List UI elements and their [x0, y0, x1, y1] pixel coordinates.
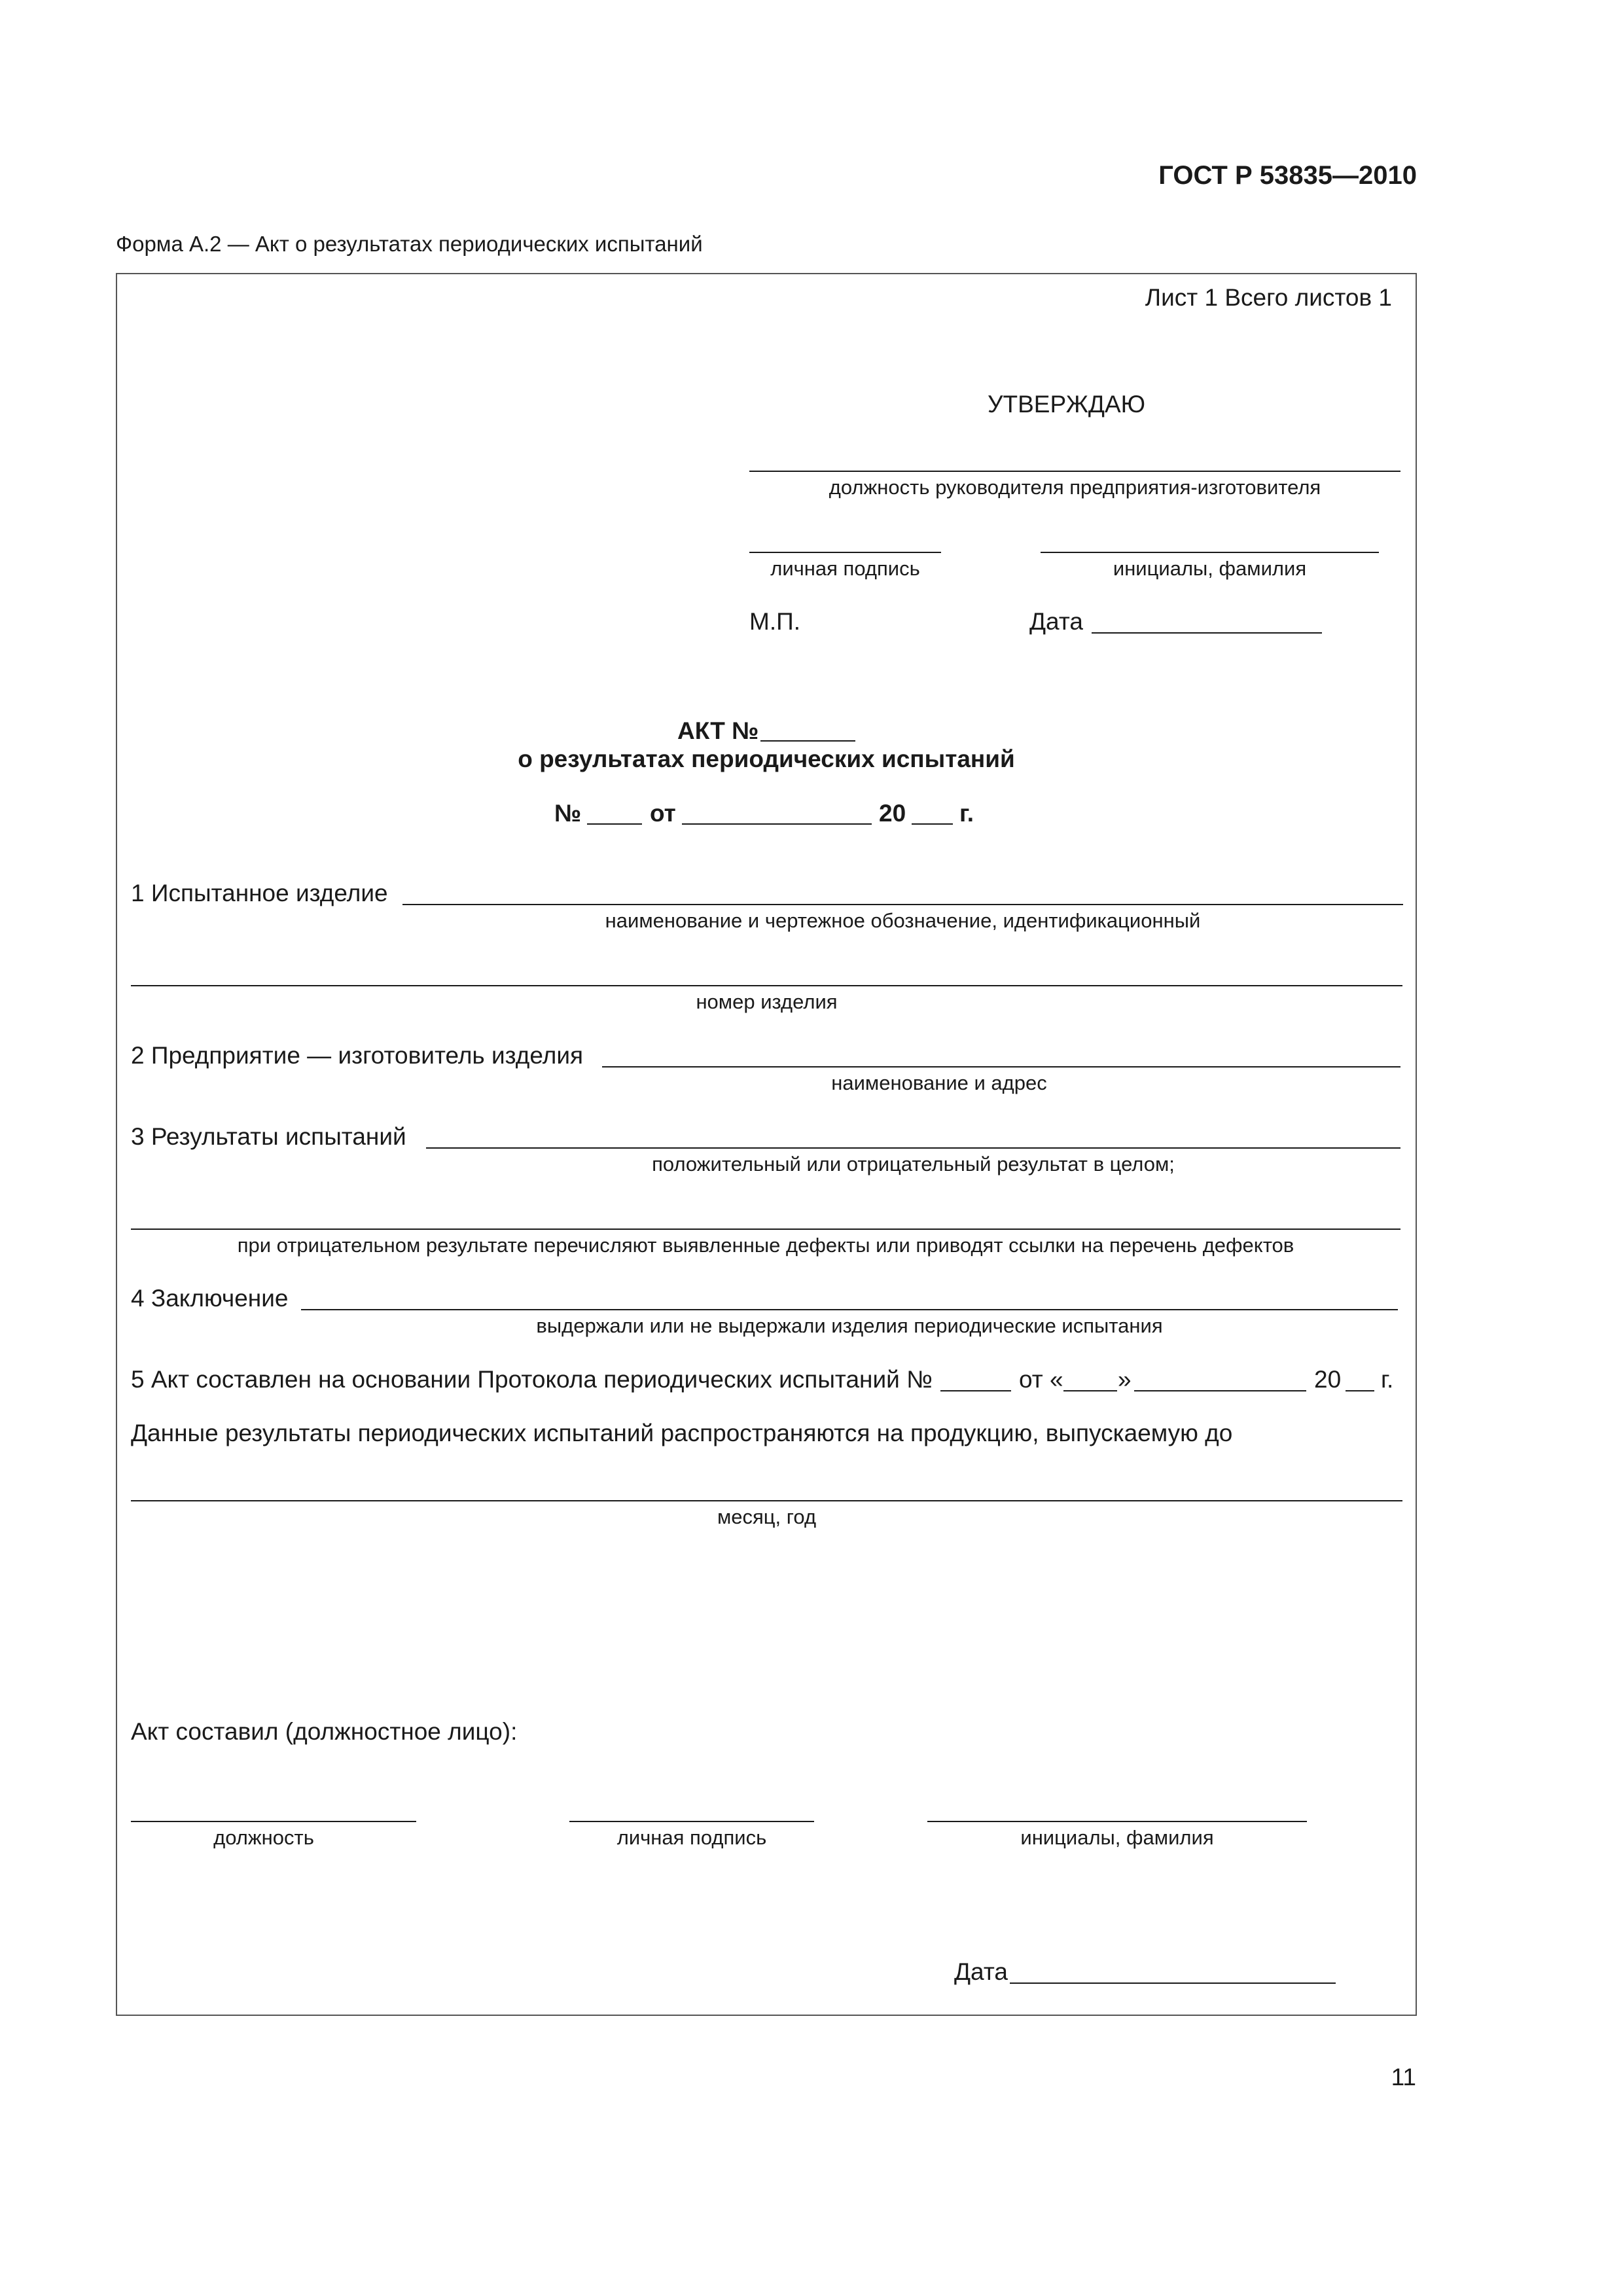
item3-line[interactable] [426, 1147, 1400, 1149]
item3-label: 3 Результаты испытаний [131, 1123, 406, 1150]
extent-text: Данные результаты периодических испытаний распространяются на продукцию, выпускаемую до [131, 1420, 1233, 1446]
item2-label: 2 Предприятие — изготовитель изделия [131, 1042, 584, 1069]
item5-day-line[interactable] [1063, 1390, 1117, 1391]
item1-label: 1 Испытанное изделие [131, 880, 388, 906]
item5-quote: » [1118, 1366, 1132, 1393]
item5-year-line[interactable] [1346, 1390, 1374, 1391]
approval-date-label: Дата [1029, 608, 1083, 635]
sheet-count: Лист 1 Всего листов 1 [1145, 284, 1392, 311]
act-title: АКТ № [677, 717, 759, 744]
approver-signature-hint: личная подпись [770, 557, 920, 580]
item3-line2[interactable] [131, 1229, 1400, 1230]
act-no-line[interactable] [587, 823, 642, 825]
item3-hint2: при отрицательном результате перечисляют выявленные дефекты или приводят ссылки на перечень дефектов [237, 1234, 1294, 1257]
compiled-date-line[interactable] [1010, 1982, 1336, 1984]
act-number-line[interactable] [760, 740, 855, 742]
approver-position-line[interactable] [749, 471, 1400, 472]
approver-name-line[interactable] [1041, 552, 1379, 553]
act-from-label: от [650, 800, 676, 827]
extent-hint: месяц, год [717, 1505, 817, 1528]
item2-line[interactable] [602, 1066, 1400, 1067]
compiler-position-line[interactable] [131, 1821, 416, 1822]
compiler-name-line[interactable] [927, 1821, 1307, 1822]
item1-hint2: номер изделия [696, 990, 838, 1013]
standard-number: ГОСТ Р 53835—2010 [1158, 161, 1417, 190]
approver-name-hint: инициалы, фамилия [1113, 557, 1307, 580]
act-g-label: г. [959, 800, 974, 827]
compiled-date-label: Дата [954, 1958, 1008, 1985]
compiler-name-hint: инициалы, фамилия [1020, 1826, 1214, 1849]
item1-hint1: наименование и чертежное обозначение, идентификационный [605, 909, 1201, 932]
approver-position-hint: должность руководителя предприятия-изготовителя [829, 476, 1321, 499]
item5-from-label: от « [1019, 1366, 1063, 1393]
item5-text: 5 Акт составлен на основании Протокола периодических испытаний № [131, 1366, 933, 1393]
item5-number-line[interactable] [940, 1390, 1011, 1391]
form-caption: Форма А.2 — Акт о результатах периодических испытаний [116, 232, 703, 256]
item3-hint1: положительный или отрицательный результат в целом; [652, 1153, 1175, 1175]
item4-line[interactable] [301, 1309, 1398, 1310]
page-number: 11 [1391, 2064, 1416, 2090]
item1-line2[interactable] [131, 985, 1402, 986]
approval-title: УТВЕРЖДАЮ [988, 391, 1146, 418]
compiled-label: Акт составил (должностное лицо): [131, 1718, 518, 1745]
item5-year-label: 20 [1314, 1366, 1342, 1393]
stamp-label: М.П. [749, 608, 800, 635]
approver-signature-line[interactable] [749, 552, 941, 553]
act-subtitle: о результатах периодических испытаний [518, 745, 1015, 772]
approval-date-line[interactable] [1092, 632, 1322, 634]
act-date-line[interactable] [682, 823, 872, 825]
act-no-label: № [554, 800, 582, 827]
item4-hint: выдержали или не выдержали изделия периодические испытания [536, 1314, 1163, 1337]
item4-label: 4 Заключение [131, 1285, 289, 1312]
item5-g-label: г. [1381, 1366, 1394, 1393]
act-year-line[interactable] [912, 823, 953, 825]
extent-line[interactable] [131, 1500, 1402, 1501]
compiler-signature-hint: личная подпись [616, 1826, 767, 1849]
compiler-signature-line[interactable] [569, 1821, 814, 1822]
compiler-position-hint: должность [213, 1826, 314, 1849]
item1-line[interactable] [402, 904, 1403, 905]
item2-hint: наименование и адрес [831, 1071, 1047, 1094]
act-year-label: 20 [879, 800, 906, 827]
item5-month-line[interactable] [1134, 1390, 1306, 1391]
